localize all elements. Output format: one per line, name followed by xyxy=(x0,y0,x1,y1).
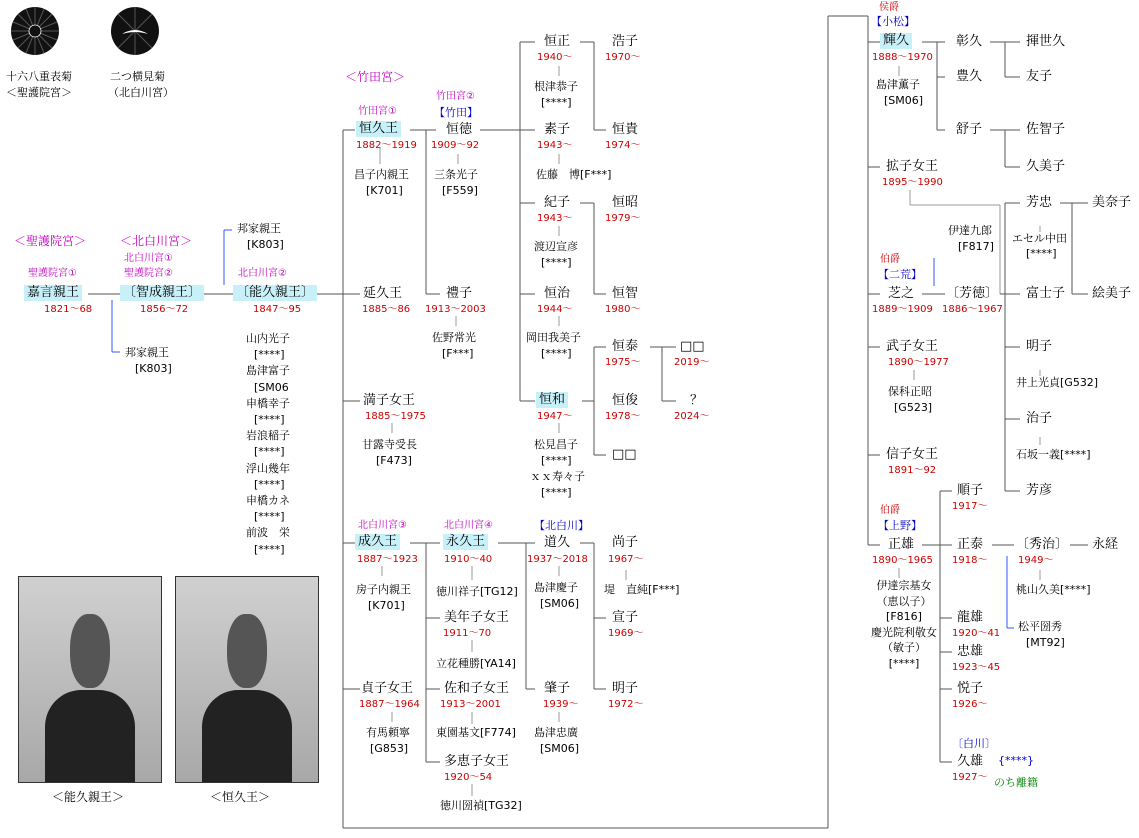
taeko-years: 1920～54 xyxy=(444,772,493,783)
crest1-caption-line2: ＜聖護院宮＞ xyxy=(6,86,72,99)
sadako-years: 1887～1964 xyxy=(359,699,420,710)
masao-rank: 伯爵 xyxy=(880,505,900,516)
spouse-line: 前波 栄 xyxy=(246,526,290,540)
teruhisa-years: 1888～1970 xyxy=(872,52,933,63)
hiroko-name: 浩子 xyxy=(612,34,639,49)
akiko-c-spouse: 井上光貞[G532] xyxy=(1016,376,1099,389)
naoko-name: 尚子 xyxy=(612,535,639,550)
akiko-c-name: 明子 xyxy=(1026,339,1053,354)
tsuneharu-years: 1944～ xyxy=(537,304,573,315)
mitsuko-name: 満子女王 xyxy=(363,393,416,408)
tsunetomo-years: 1980～ xyxy=(605,304,641,315)
hideharu-name: 〔秀治〕 xyxy=(1016,537,1069,552)
teruhisa-name: 輝久 xyxy=(880,33,912,49)
nobuko-years: 1969～ xyxy=(608,628,644,639)
spouse-line: 申橋カネ xyxy=(246,494,290,508)
reiko-name: 禮子 xyxy=(446,286,473,301)
masao-house: 【上野】 xyxy=(878,519,922,532)
boxes2-name: □□ xyxy=(612,447,637,462)
teruhisa-spouse: 島津薫子 xyxy=(876,78,920,91)
yoshikoto-name: 嘉言親王 xyxy=(24,285,82,301)
hatsuko-name: 肇子 xyxy=(544,681,571,696)
yoshitada-name: 芳忠 xyxy=(1026,195,1053,210)
nobuhisa-years: 1885～86 xyxy=(362,304,411,315)
mitsuko-years: 1885～1975 xyxy=(365,411,426,422)
hiroko2-years: 1895～1990 xyxy=(882,177,943,188)
shinoyuki-rank: 伯爵 xyxy=(880,254,900,265)
akiko-b-years: 1972～ xyxy=(608,699,644,710)
mineko-name: 美年子女王 xyxy=(444,610,510,625)
takeko-spouse: 保科正昭 xyxy=(888,385,932,398)
naruhisa-spouse-code: [K701] xyxy=(368,599,405,612)
mineko-years: 1911～70 xyxy=(443,628,492,639)
nobuko2-years: 1891～92 xyxy=(888,465,937,476)
tsunenori-spouse-code: [F559] xyxy=(442,184,478,197)
mitsuko-spouse: 甘露寺受長 xyxy=(362,438,417,451)
portrait-tsunehisa-caption: ＜恒久王＞ xyxy=(210,790,271,804)
tsunekazu-spouse2: ｘｘ寿々子 xyxy=(530,470,585,483)
tsuneaki-years: 1979～ xyxy=(605,213,641,224)
spouse-line: 岩浪稲子 xyxy=(246,429,290,443)
portrait-tsunehisa-photo xyxy=(175,576,319,783)
spouse-line: [F816] xyxy=(886,610,922,623)
taeko-name: 多恵子女王 xyxy=(444,754,510,769)
hideharu-years: 1949～ xyxy=(1018,555,1054,566)
spouse-line: 伊達宗基女 xyxy=(876,579,932,592)
house-takeda-heading: ＜竹田宮＞ xyxy=(345,70,406,84)
michihisa-spouse-code: [SM06] xyxy=(540,597,580,610)
noriko-spouse-code: [****] xyxy=(541,256,572,269)
nobuhisa-name: 延久王 xyxy=(363,286,403,301)
hisao-house: 〔白川〕 xyxy=(952,737,996,750)
takeko-spouse-code: [G523] xyxy=(894,401,933,414)
yoshikoto-years: 1821～68 xyxy=(44,304,93,315)
portrait-yoshihisa-photo xyxy=(18,576,162,783)
tsunenori-name: 恒徳 xyxy=(446,122,473,137)
two-side-chrysanthemum-crest-icon xyxy=(110,6,160,60)
teruhisa-house: 【小松】 xyxy=(871,15,915,28)
yoshikoto-title: 聖護院宮① xyxy=(28,268,77,279)
reiko-spouse: 佐野常光 xyxy=(432,331,476,344)
tsunetada-spouse-code: [****] xyxy=(541,96,572,109)
tsuneaki-name: 恒昭 xyxy=(612,195,639,210)
fujiko-name: 富士子 xyxy=(1026,286,1066,301)
toyohisa-name: 豊久 xyxy=(956,69,983,84)
haruko-name: 治子 xyxy=(1026,411,1053,426)
naruhisa-years: 1887～1923 xyxy=(357,554,418,565)
hisao-note: {****} xyxy=(998,754,1034,767)
shinoyuki-house: 【二荒】 xyxy=(878,268,922,281)
tadao-name: 忠雄 xyxy=(957,644,984,659)
haruko-spouse: 石坂一義[****] xyxy=(1016,448,1091,461)
hisao-years: 1927～ xyxy=(952,772,988,783)
tsunekazu-spouse1-code: [****] xyxy=(541,454,572,467)
taeko-spouse: 徳川圀禎[TG32] xyxy=(440,799,522,812)
junko-name: 順子 xyxy=(957,483,984,498)
unknown-years: 2024～ xyxy=(674,411,710,422)
tsunenori-spouse: 三条光子 xyxy=(434,168,478,181)
reiko-spouse-code: [F***] xyxy=(442,347,474,360)
tsunekazu-years: 1947～ xyxy=(537,411,573,422)
hatsuko-spouse: 島津忠廣 xyxy=(534,726,578,739)
naruhisa-name: 成久王 xyxy=(355,534,400,550)
tsuneyasu-years: 1975～ xyxy=(605,357,641,368)
etsuko-name: 悦子 xyxy=(957,681,984,696)
teruhisa-rank: 侯爵 xyxy=(879,2,899,13)
hisao-removed-note: のち離籍 xyxy=(994,776,1038,789)
michihisa-house: 【北白川】 xyxy=(534,519,589,532)
tsunenori-years: 1909～92 xyxy=(431,140,480,151)
takeko-years: 1890～1977 xyxy=(888,357,949,368)
sawako-spouse: 東園基文[F774] xyxy=(436,726,516,739)
portrait-yoshihisa-caption: ＜能久親王＞ xyxy=(52,790,125,804)
nagatsune-name: 永経 xyxy=(1092,537,1119,552)
kuniie-b-name: 邦家親王 xyxy=(237,222,281,235)
masao-spouse-list xyxy=(864,578,944,671)
spouse-line: （恵以子） xyxy=(876,594,932,608)
yoshihisa-years: 1847～95 xyxy=(253,304,302,315)
tsunetoshi-name: 恒俊 xyxy=(612,393,639,408)
noriko-spouse: 渡辺宣彦 xyxy=(534,240,578,253)
tsunekazu-spouse2-code: [****] xyxy=(541,486,572,499)
naruhisa-spouse: 房子内親王 xyxy=(356,583,411,596)
sachiko-name: 佐智子 xyxy=(1026,122,1066,137)
tsunetoshi-years: 1978～ xyxy=(605,411,641,422)
tsunetaka-years: 1974～ xyxy=(605,140,641,151)
tsunenori-house: 【竹田】 xyxy=(434,106,478,119)
satonari-years: 1856～72 xyxy=(140,304,189,315)
yoshihiko-name: 芳彦 xyxy=(1026,483,1053,498)
sadako-name: 貞子女王 xyxy=(361,681,414,696)
nagahisa-spouse: 徳川祥子[TG12] xyxy=(436,585,518,598)
etsuko-years: 1926～ xyxy=(952,699,988,710)
nagahisa-years: 1910～40 xyxy=(444,554,493,565)
akiko-b-name: 明子 xyxy=(612,681,639,696)
shinoyuki-years: 1889～1909 xyxy=(872,304,933,315)
hiroko2-name: 拡子女王 xyxy=(886,159,939,174)
spouse-line: [****] xyxy=(254,348,285,362)
tsunekazu-name: 恒和 xyxy=(536,392,568,408)
mitsuko-spouse-code: [F473] xyxy=(376,454,412,467)
shinoyuki-name: 芝之 xyxy=(888,286,915,301)
sixteen-chrysanthemum-crest-icon xyxy=(10,6,60,60)
house-kitashirakawa-heading: ＜北白川宮＞ xyxy=(120,234,193,248)
noriko-name: 紀子 xyxy=(544,195,571,210)
tsunehisa-spouse-code: [K701] xyxy=(366,184,403,197)
tsunehisa-title: 竹田宮① xyxy=(358,106,397,117)
hatsuko-years: 1939～ xyxy=(543,699,579,710)
teruhisa-spouse-code: [SM06] xyxy=(884,94,924,107)
motoko-name: 素子 xyxy=(544,122,571,137)
tsunekazu-spouse1: 松見昌子 xyxy=(534,438,578,451)
tsuneharu-spouse-code: [****] xyxy=(541,347,572,360)
date-kuro-code: [F817] xyxy=(958,240,994,253)
boxes1-name: □□ xyxy=(680,339,705,354)
sadako-spouse: 有馬頼寧 xyxy=(366,726,410,739)
crest2-caption-line1: 二つ横見菊 xyxy=(110,70,165,83)
tsunetada-name: 恒正 xyxy=(544,34,571,49)
satonari-title1: 北白川宮① xyxy=(124,253,173,264)
crest1-caption-line1: 十六八重表菊 xyxy=(6,70,72,83)
tomoko-name: 友子 xyxy=(1026,69,1053,84)
hideharu-spouse: 桃山久美[****] xyxy=(1016,583,1091,596)
motoko-spouse: 佐藤 博[F***] xyxy=(536,168,612,181)
spouse-line: [****] xyxy=(254,445,285,459)
noriko2-name: 舒子 xyxy=(956,122,983,137)
tsunehisa-name: 恒久王 xyxy=(356,121,401,137)
tatsuo-name: 龍雄 xyxy=(957,610,984,625)
spouse-line: [****] xyxy=(254,542,285,556)
tsuneharu-spouse: 岡田我美子 xyxy=(526,331,581,344)
yoshitada-spouse-code: [****] xyxy=(1026,247,1057,260)
tsuneyasu-name: 恒泰 xyxy=(612,339,639,354)
naoko-spouse: 堤 直純[F***] xyxy=(604,583,680,596)
hisao-name: 久雄 xyxy=(957,754,984,769)
emiko-name: 絵美子 xyxy=(1092,286,1132,301)
tsunetada-spouse: 根津恭子 xyxy=(534,80,578,93)
hiroko-years: 1970～ xyxy=(605,52,641,63)
naruhisa-title: 北白川宮③ xyxy=(358,520,407,531)
spouse-line: [****] xyxy=(254,510,285,524)
mineko-spouse: 立花種勝[YA14] xyxy=(436,657,516,670)
tsunetaka-name: 恒貴 xyxy=(612,122,639,137)
kuniie-a-code: [K803] xyxy=(135,362,172,375)
noriko-years: 1943～ xyxy=(537,213,573,224)
masao-years: 1890～1965 xyxy=(872,555,933,566)
sawako-years: 1913～2001 xyxy=(440,699,501,710)
michihisa-spouse: 島津慶子 xyxy=(534,581,578,594)
unknown-name: ？ xyxy=(690,393,704,408)
michihisa-years: 1937～2018 xyxy=(527,554,588,565)
masayasu-years: 1918～ xyxy=(952,555,988,566)
nobuko2-name: 信子女王 xyxy=(886,447,939,462)
boxes1-years: 2019～ xyxy=(674,357,710,368)
spouse-line: 慶光院利敬女 xyxy=(871,625,937,639)
naoko-years: 1967～ xyxy=(608,554,644,565)
hatsuko-spouse-code: [SM06] xyxy=(540,742,580,755)
tadao-years: 1923～45 xyxy=(952,662,1001,673)
spouse-line: （敏子） xyxy=(882,641,926,654)
house-shogoin-heading: ＜聖護院宮＞ xyxy=(14,234,87,248)
yoshihisa-spouse-list xyxy=(246,331,290,558)
masayasu-name: 正泰 xyxy=(957,537,984,552)
sadako-spouse-code: [G853] xyxy=(370,742,409,755)
spouse-line: [****] xyxy=(254,413,285,427)
sawako-name: 佐和子女王 xyxy=(444,681,510,696)
yoshitada-spouse: エセル中田 xyxy=(1012,232,1067,245)
tsunetada-years: 1940～ xyxy=(537,52,573,63)
spouse-line: 山内光子 xyxy=(246,332,290,345)
nobuko-name: 宣子 xyxy=(612,610,639,625)
spouse-line: [SM06 xyxy=(254,380,289,394)
minako-name: 美奈子 xyxy=(1092,195,1132,210)
tsunehisa-years: 1882～1919 xyxy=(356,140,417,151)
satonari-title2: 聖護院宮② xyxy=(124,268,173,279)
spouse-line: [****] xyxy=(254,477,285,491)
tsuneharu-name: 恒治 xyxy=(544,286,571,301)
kuniie-b-code: [K803] xyxy=(247,238,284,251)
yoshihisa-title: 北白川宮② xyxy=(238,268,287,279)
tatsuo-years: 1920～41 xyxy=(952,628,1001,639)
spouse-line: 浮山幾年 xyxy=(246,461,290,475)
tsunenori-title: 竹田宮② xyxy=(436,91,475,102)
tsunetomo-name: 恒智 xyxy=(612,286,639,301)
takeko-name: 武子女王 xyxy=(886,339,939,354)
yoshihisa-name: 〔能久親王〕 xyxy=(233,285,317,301)
yoshinori-years: 1886～1967 xyxy=(942,304,1003,315)
motoko-years: 1943～ xyxy=(537,140,573,151)
matsudaira-name: 松平圀秀 xyxy=(1018,620,1062,633)
tsunehisa-spouse: 昌子内親王 xyxy=(354,168,409,181)
matsudaira-code: [MT92] xyxy=(1026,636,1065,649)
spouse-line: 申橋幸子 xyxy=(246,396,290,410)
crest2-caption-line2: （北白川宮） xyxy=(108,86,174,99)
akihisa-name: 彰久 xyxy=(956,34,983,49)
kuniie-a-name: 邦家親王 xyxy=(125,346,169,359)
nagahisa-name: 永久王 xyxy=(443,534,488,550)
kiyohisa-name: 揮世久 xyxy=(1026,34,1066,49)
junko-years: 1917～ xyxy=(952,501,988,512)
yoshinori-name: 〔芳徳〕 xyxy=(946,286,999,301)
satonari-name: 〔智成親王〕 xyxy=(120,285,204,301)
masao-name: 正雄 xyxy=(888,537,915,552)
date-kuro-name: 伊達九郎 xyxy=(948,224,992,237)
nagahisa-title: 北白川宮④ xyxy=(444,520,493,531)
kumiko-name: 久美子 xyxy=(1026,159,1066,174)
spouse-line: [****] xyxy=(888,656,920,670)
michihisa-name: 道久 xyxy=(544,535,571,550)
reiko-years: 1913～2003 xyxy=(425,304,486,315)
spouse-line: 島津富子 xyxy=(246,364,290,378)
